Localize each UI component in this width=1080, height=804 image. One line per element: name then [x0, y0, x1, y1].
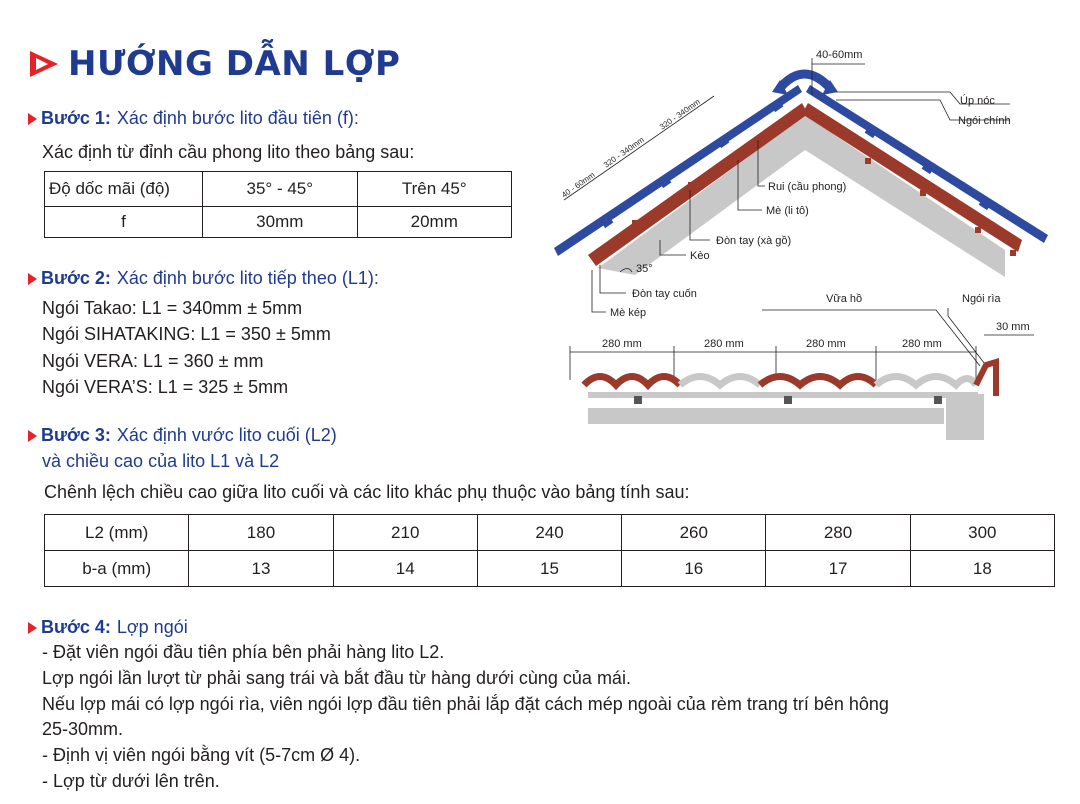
list-item: Ngói Takao: L1 = 340mm ± 5mm [42, 298, 303, 318]
list-item: Nếu lợp mái có lợp ngói rìa, viên ngói lợp đầu tiên phải lắp đặt cách mép ngoài của rèm trang trí bên hông [42, 694, 889, 714]
spacing-4: 280 mm [902, 338, 942, 350]
list-item: Lợp ngói lần lượt từ phải sang trái và bắt đầu từ hàng dưới cùng của mái. [42, 668, 631, 688]
l2-table [44, 514, 1055, 587]
step4-text: Lợp ngói [116, 617, 188, 637]
table-cell: 35° - 45° [203, 172, 357, 207]
label-up-noc: Úp nóc [960, 95, 995, 107]
spacing-2: 280 mm [704, 338, 744, 350]
label-keo: Kèo [690, 250, 710, 262]
step1-label: Bước 1: [41, 108, 111, 128]
list-item: - Định vị viên ngói bằng vít (5-7cm Ø 4). [42, 745, 361, 765]
step3-heading [28, 425, 337, 446]
table-cell: 210 [333, 515, 477, 551]
red-tiles-2 [760, 377, 876, 386]
step1-intro: Xác định từ đỉnh cầu phong lito theo bảng sau: [42, 142, 415, 162]
table-row [45, 207, 512, 238]
step2-heading [28, 268, 379, 289]
label-ngoi-chinh: Ngói chính [958, 115, 1011, 127]
table-cell: Trên 45° [357, 172, 511, 207]
step3-intro: Chênh lệch chiều cao giữa lito cuối và các lito khác phụ thuộc vào bảng tính sau: [44, 482, 690, 502]
table-row [45, 172, 512, 207]
dim-c: 320 - 340mm [657, 97, 702, 132]
step2-label: Bước 2: [41, 268, 111, 288]
table-cell: 17 [766, 551, 910, 587]
table-cell: 260 [622, 515, 766, 551]
edge-tile [976, 362, 996, 396]
table-cell: 240 [477, 515, 621, 551]
ridge-cap-icon [780, 74, 830, 88]
table-cell: 13 [189, 551, 333, 587]
label-vua-ho: Vữa hồ [826, 293, 863, 305]
table-cell: 280 [766, 515, 910, 551]
label-don-tay: Đòn tay (xà gồ) [716, 235, 792, 247]
step3-text2: và chiều cao của lito L1 và L2 [42, 451, 280, 471]
gray-tiles-1 [680, 377, 760, 386]
label-rui: Rui (cầu phong) [768, 181, 847, 193]
dim-a: 40 - 60mm [559, 170, 597, 200]
bullet-triangle-icon [28, 622, 37, 634]
step2-text: Xác định bước lito tiếp theo (L1): [116, 268, 379, 288]
step3-label: Bước 3: [41, 425, 111, 445]
bullet-triangle-icon [28, 430, 37, 442]
label-me: Mè (li tô) [766, 205, 809, 217]
list-item: Ngói VERA: L1 = 360 ± mm [42, 351, 264, 371]
list-item: Ngói SIHATAKING: L1 = 350 ± 5mm [42, 324, 331, 344]
table-cell: 180 [189, 515, 333, 551]
page-title [28, 40, 400, 88]
bullet-triangle-icon [28, 273, 37, 285]
title-text: HƯỚNG DẪN LỢP [68, 44, 401, 84]
red-tiles [584, 377, 680, 386]
list-item: 25-30mm. [42, 719, 124, 739]
table-cell: 300 [910, 515, 1054, 551]
table-cell: 14 [333, 551, 477, 587]
table-cell: 18 [910, 551, 1054, 587]
list-item: Ngói VERA’S: L1 = 325 ± 5mm [42, 377, 289, 397]
table-cell: 30mm [203, 207, 357, 238]
play-arrow-icon [28, 47, 62, 81]
dim-top: 40-60mm [816, 49, 863, 61]
angle-label: 35° [636, 263, 653, 275]
table-cell: L2 (mm) [45, 515, 189, 551]
label-ngoi-ria: Ngói rìa [962, 293, 1001, 305]
spacing-3: 280 mm [806, 338, 846, 350]
spacing-1: 280 mm [602, 338, 642, 350]
dim-b: 320 - 340mm [601, 135, 646, 170]
table-row [45, 551, 1055, 587]
table-cell: b-a (mm) [45, 551, 189, 587]
step4-heading [28, 617, 188, 638]
list-item: - Lợp từ dưới lên trên. [42, 771, 220, 791]
table-row [45, 515, 1055, 551]
step1-heading [28, 108, 359, 129]
step3-text: Xác định vước lito cuối (L2) [116, 425, 337, 445]
label-don-tay-cuon: Đòn tay cuốn [632, 288, 697, 300]
table-cell: 16 [622, 551, 766, 587]
table-cell: 15 [477, 551, 621, 587]
table-cell: f [45, 207, 203, 238]
label-30mm: 30 mm [996, 321, 1030, 333]
roof-diagram [540, 40, 1075, 450]
bullet-triangle-icon [28, 113, 37, 125]
step4-label: Bước 4: [41, 617, 111, 637]
label-me-kep: Mè kép [610, 307, 647, 319]
gray-tiles-2 [876, 377, 976, 386]
list-item: - Đặt viên ngói đầu tiên phía bên phải hàng lito L2. [42, 642, 445, 662]
table-cell: Độ dốc mãi (độ) [45, 172, 203, 207]
slope-table [44, 171, 512, 238]
step1-text: Xác định bước lito đầu tiên (f): [116, 108, 359, 128]
table-cell: 20mm [357, 207, 511, 238]
